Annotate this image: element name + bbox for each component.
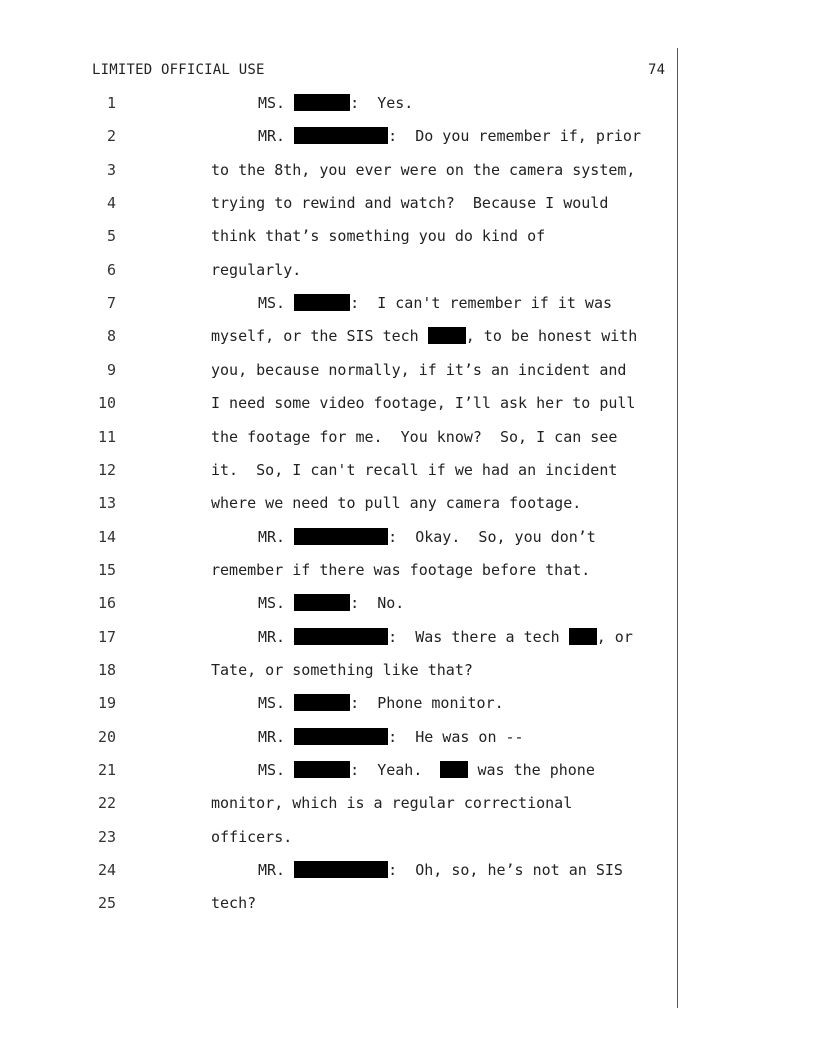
- line-text: [258, 726, 524, 748]
- line-number: 14: [97, 527, 116, 546]
- line-number: 13: [97, 494, 116, 513]
- line-number: 19: [97, 694, 116, 713]
- transcript-line: [0, 159, 677, 181]
- line-text: [211, 559, 590, 581]
- line-number: 25: [97, 894, 116, 913]
- redaction-block: [294, 761, 350, 778]
- text-segment: was the phone: [468, 761, 595, 779]
- line-number: 17: [97, 627, 116, 646]
- line-text: [258, 592, 404, 614]
- redaction-block: [294, 594, 350, 611]
- line-text: [211, 392, 635, 414]
- text-segment: it. So, I can't recall if we had an incident: [211, 460, 618, 479]
- line-text: [211, 892, 256, 914]
- line-number: 6: [106, 260, 116, 279]
- line-text: [258, 526, 596, 548]
- transcript-line: [0, 759, 677, 781]
- transcript-line: [0, 459, 677, 481]
- text-segment: myself, or the SIS tech: [211, 327, 428, 346]
- text-segment: monitor, which is a regular correctional: [211, 794, 573, 813]
- text-segment: remember if there was footage before that.: [211, 560, 591, 579]
- line-text: [258, 92, 413, 114]
- transcript-line: [0, 526, 677, 548]
- transcript-line: [0, 659, 677, 681]
- redaction-block: [294, 728, 388, 745]
- transcript-line: [0, 726, 677, 748]
- text-segment: to the 8th, you ever were on the camera system,: [211, 160, 636, 179]
- text-segment: regularly.: [211, 260, 302, 279]
- transcript-line: [0, 426, 677, 448]
- line-text: [211, 359, 626, 381]
- text-segment: MR.: [258, 861, 295, 880]
- text-segment: : Was there a tech: [388, 627, 569, 646]
- line-text: [211, 492, 581, 514]
- transcript-line: [0, 92, 677, 114]
- text-segment: the footage for me. You know? So, I can see: [211, 427, 618, 446]
- line-number: 4: [106, 194, 116, 213]
- redaction-block: [440, 761, 468, 778]
- line-number: 8: [106, 327, 116, 346]
- text-segment: : Yeah.: [350, 761, 441, 779]
- line-number: 1: [106, 94, 116, 112]
- line-number: 21: [97, 761, 116, 779]
- redaction-block: [428, 327, 466, 344]
- line-text: [211, 792, 572, 814]
- text-segment: you, because normally, if it’s an incident and: [211, 360, 627, 379]
- line-text: [258, 859, 623, 881]
- text-segment: officers.: [211, 827, 293, 846]
- line-text: [258, 292, 612, 314]
- text-segment: MR.: [258, 727, 295, 746]
- line-text: [258, 692, 504, 714]
- text-segment: MS.: [258, 294, 295, 313]
- line-text: [211, 159, 635, 181]
- line-number: 7: [106, 294, 116, 313]
- right-margin-rule: [677, 48, 678, 1008]
- classification-header: LIMITED OFFICIAL USE: [92, 62, 265, 78]
- text-segment: MS.: [258, 594, 295, 613]
- transcript-line: [0, 225, 677, 247]
- transcript-line: [0, 859, 677, 881]
- redaction-block: [294, 94, 350, 111]
- text-segment: : Okay. So, you don’t: [388, 527, 596, 546]
- text-segment: MS.: [258, 94, 295, 112]
- text-segment: where we need to pull any camera footage.: [211, 494, 582, 513]
- line-text: [211, 659, 473, 681]
- text-segment: , or: [596, 627, 633, 646]
- line-text: [258, 125, 641, 147]
- line-number: 2: [106, 127, 116, 146]
- text-segment: MS.: [258, 761, 295, 779]
- line-number: 5: [106, 227, 116, 246]
- line-number: 20: [97, 727, 116, 746]
- redaction-block: [294, 127, 388, 144]
- line-text: [211, 259, 301, 281]
- line-text: [211, 225, 545, 247]
- line-number: 22: [97, 794, 116, 813]
- line-text: [211, 426, 617, 448]
- transcript-line: [0, 492, 677, 514]
- line-number: 10: [97, 394, 116, 413]
- line-text: [211, 459, 617, 481]
- transcript-line: [0, 359, 677, 381]
- transcript-line: [0, 559, 677, 581]
- line-text: [211, 325, 637, 347]
- line-number: 24: [97, 861, 116, 880]
- redaction-block: [294, 294, 350, 311]
- line-number: 15: [97, 560, 116, 579]
- line-number: 18: [97, 660, 116, 679]
- line-number: 3: [106, 160, 116, 179]
- redaction-block: [294, 694, 350, 711]
- text-segment: : Yes.: [350, 94, 414, 112]
- redaction-block: [294, 861, 388, 878]
- text-segment: trying to rewind and watch? Because I would: [211, 194, 609, 213]
- text-segment: MR.: [258, 527, 295, 546]
- text-segment: : I can't remember if it was: [350, 294, 613, 313]
- text-segment: think that’s something you do kind of: [211, 227, 546, 246]
- transcript-line: [0, 192, 677, 214]
- text-segment: , to be honest with: [465, 327, 638, 346]
- transcript-line: [0, 792, 677, 814]
- transcript-line: [0, 592, 677, 614]
- text-segment: MR.: [258, 627, 295, 646]
- line-number: 9: [106, 360, 116, 379]
- redaction-block: [294, 628, 388, 645]
- text-segment: MS.: [258, 694, 295, 713]
- transcript-line: [0, 325, 677, 347]
- line-number: 12: [97, 460, 116, 479]
- transcript-line: [0, 125, 677, 147]
- line-text: [258, 759, 595, 781]
- redaction-block: [294, 528, 388, 545]
- line-number: 16: [97, 594, 116, 613]
- transcript-line: [0, 826, 677, 848]
- text-segment: I need some video footage, I’ll ask her to pull: [211, 394, 636, 413]
- line-number: 23: [97, 827, 116, 846]
- text-segment: : He was on --: [388, 727, 524, 746]
- text-segment: Tate, or something like that?: [211, 660, 473, 679]
- text-segment: tech?: [211, 894, 257, 913]
- text-segment: MR.: [258, 127, 295, 146]
- line-text: [258, 626, 633, 648]
- transcript-line: [0, 259, 677, 281]
- page-number: 74: [648, 62, 666, 78]
- transcript-line: [0, 392, 677, 414]
- text-segment: : Oh, so, he’s not an SIS: [388, 861, 623, 880]
- transcript-line: [0, 626, 677, 648]
- line-text: [211, 826, 292, 848]
- transcript-line: [0, 892, 677, 914]
- line-text: [211, 192, 608, 214]
- text-segment: : Phone monitor.: [350, 694, 504, 713]
- text-segment: : No.: [350, 594, 405, 613]
- transcript-line: [0, 292, 677, 314]
- line-number: 11: [97, 427, 116, 446]
- text-segment: : Do you remember if, prior: [388, 127, 641, 146]
- redaction-block: [569, 628, 597, 645]
- transcript-line: [0, 692, 677, 714]
